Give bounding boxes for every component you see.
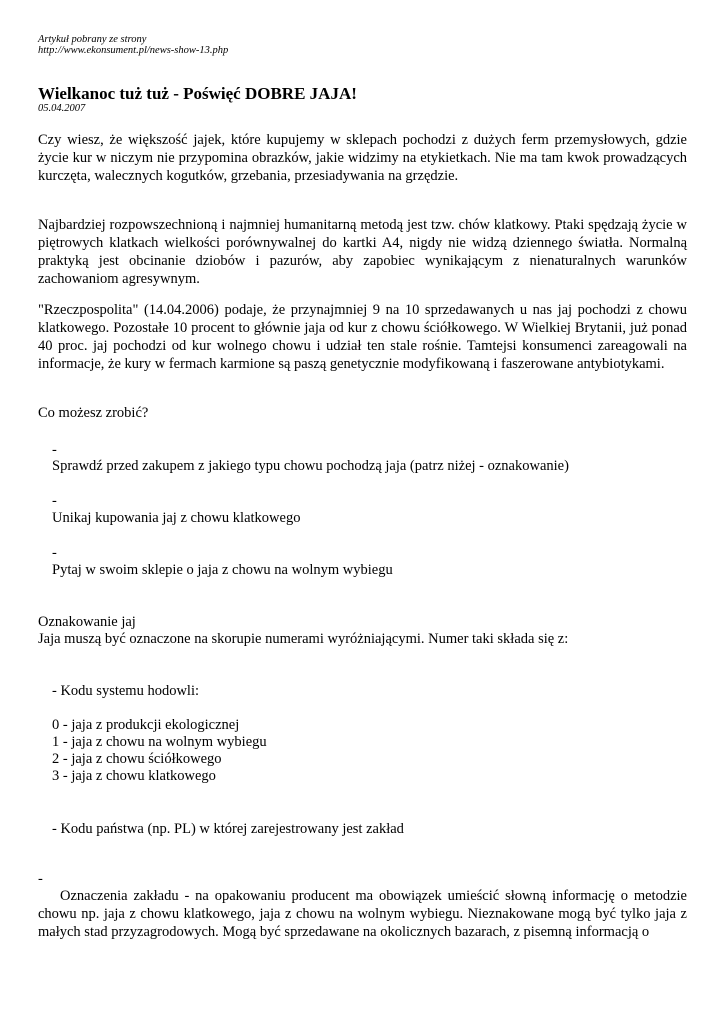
source-note: [38, 34, 228, 56]
paragraph-statistics: "Rzeczpospolita" (14.04.2006) podaje, że przynajmniej 9 na 10 sprzedawanych u nas jaj pochodzi z chowu klatkowego. Pozostałe 10 procent to głównie jaja od kur z chowu ściółkowego. W Wielkiej Brytanii, już ponad 40 proc. jaj pochodzi od kur wolnego chowu i udział ten stale rośnie. Tamtejsi konsumenci zareagowali na informacje, że kury w fermach karmione są paszą genetycznie modyfikowaną i faszerowane antybiotykami.: [38, 302, 687, 372]
what-you-can-do-heading: Co możesz zrobić?: [38, 405, 149, 421]
paragraph-cage-farming: Najbardziej rozpowszechnioną i najmniej humanitarną metodą jest tzw. chów klatkowy. Ptaki spędzają życie w piętrowych klatkach wielkości porównywalnej do kartki A4, nigdy nie widzą dziennego światła. Normalną praktyką jest obcinanie dziobów i pazurów, aby zapobiec wynikającym z nienaturalnych warunków zachowaniom agresywnym.: [38, 217, 687, 287]
tip-dash: -: [52, 493, 57, 509]
paragraph-intro: Czy wiesz, że większość jajek, które kupujemy w sklepach pochodzi z dużych ferm przemysłowych, gdzie życie kur w niczym nie przypomina obrazków, jakie widzimy na etykietkach. Nie ma tam kwok prowadzących kurczęta, walecznych kogutków, grzebania, przesiadywania na grzędzie.: [38, 132, 687, 184]
article-title: Wielkanoc tuż tuż - Poświęć DOBRE JAJA!: [38, 84, 357, 103]
country-code-label: - Kodu państwa (np. PL) w której zarejestrowany jest zakład: [52, 821, 404, 837]
tip-item: Unikaj kupowania jaj z chowu klatkowego: [52, 510, 301, 526]
facility-dash: -: [38, 871, 43, 887]
paragraph-facility-marking: Oznaczenia zakładu - na opakowaniu producent ma obowiązek umieścić słowną informację o metodzie chowu np. jaja z chowu klatkowego, jaja z chowu na wolnym wybiegu. Nieznakowane mogą być tylko jaja z małych stad przyzagrodowych. Mogą być sprzedawane na okolicznych bazarach, z pisemną informacją o: [38, 888, 687, 940]
tip-dash: -: [52, 545, 57, 561]
source-label: Artykuł pobrany ze strony: [38, 34, 147, 45]
code-item: 2 - jaja z chowu ściółkowego: [52, 751, 222, 767]
egg-marking-heading: Oznakowanie jaj: [38, 614, 136, 630]
code-item: 0 - jaja z produkcji ekologicznej: [52, 717, 240, 733]
article-date: 05.04.2007: [38, 103, 86, 114]
egg-marking-intro: Jaja muszą być oznaczone na skorupie numerami wyróżniającymi. Numer taki składa się z:: [38, 631, 569, 647]
source-url: http://www.ekonsument.pl/news-show-13.php: [38, 45, 229, 56]
tip-item: Pytaj w swoim sklepie o jaja z chowu na wolnym wybiegu: [52, 562, 393, 578]
code-item: 3 - jaja z chowu klatkowego: [52, 768, 216, 784]
system-code-label: - Kodu systemu hodowli:: [52, 683, 200, 699]
tip-dash: -: [52, 442, 57, 458]
tip-item: Sprawdź przed zakupem z jakiego typu chowu pochodzą jaja (patrz niżej - oznakowanie): [52, 458, 569, 474]
code-item: 1 - jaja z chowu na wolnym wybiegu: [52, 734, 267, 750]
